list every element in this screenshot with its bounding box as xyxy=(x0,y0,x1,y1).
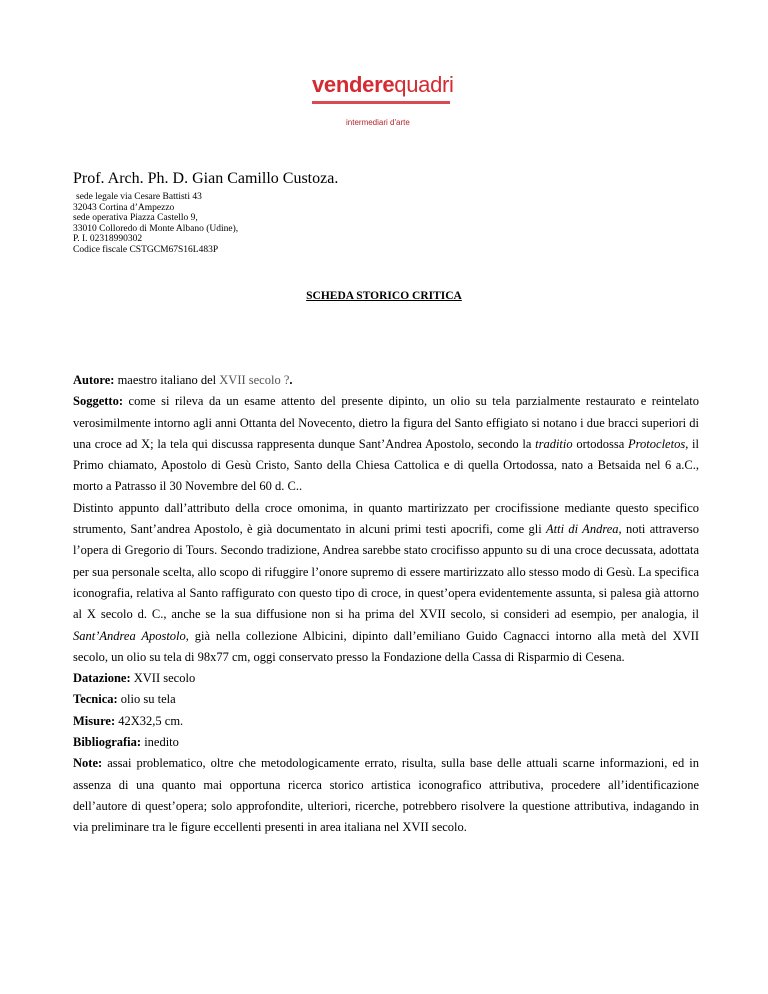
soggetto-p2-text-3: , già nella collezione Albicini, dipinto dall’emiliano Guido Cagnacci intorno alla metà del XVII secolo, un olio su tela di 98x77 cm, oggi conservato presso la Fondazione della Cassa di Risparmio di Cesena. xyxy=(73,628,699,664)
soggetto-atti-di-andrea: Atti di Andrea xyxy=(546,522,619,537)
tecnica-field xyxy=(73,689,699,710)
address-line: 32043 Cortina d’Ampezzo xyxy=(73,202,175,213)
soggetto-text-3: , il Primo chiamato, Apostolo di Gesù Cristo, Santo della Chiesa Cattolica e di quella Ortodossa, nato a Betsaida nel 6 a.C., morto a Patrasso il 30 Novembre del 60 d. C.. xyxy=(73,436,699,494)
logo-wordmark xyxy=(312,72,462,98)
address-line: sede legale via Cesare Battisti 43 xyxy=(76,192,202,202)
soggetto-santandrea-apostolo: Sant’Andrea Apostolo xyxy=(73,628,186,643)
soggetto-p2-text-2: , noti attraverso l’opera di Gregorio di Tours. Secondo tradizione, Andrea sarebbe stato crocifisso appunto su di una croce decussata, adottata per sua personale scelta, allo scopo di rifuggire l’onore supremo di essere martirizzato allo stesso modo di Gesù. La specifica iconografia, relativa al Santo raffigurato con questo tipo di croce, in quest’opera evidentemente assunta, si palesa già attorno al X secolo d. C., anche se la sua diffusione non si ha prima del XVII secolo, si consideri ad esempio, per analogia, il xyxy=(73,522,699,622)
soggetto-paragraph xyxy=(73,391,699,497)
note-value: assai problematico, oltre che metodologicamente errato, risulta, sulla base delle attuali scarne informazioni, ed in assenza di una quanto mai opportuna ricerca storico artistica iconografico attributiva, procedere all’identificazione dell’autore di quest’opera; solo approfondite, ulteriori, ricerche, potrebbero risolvere la questione attributiva, indagando in via preliminare tra le figure eccellenti presenti in area italiana nel XVII secolo. xyxy=(73,756,699,835)
soggetto-protocletos: Protocletos xyxy=(628,436,686,451)
address-line: P. I. 02318990302 xyxy=(73,234,143,245)
bibliografia-field xyxy=(73,732,699,753)
logo-tagline: intermediari d'arte xyxy=(346,118,410,127)
misure-label: Misure: xyxy=(73,713,116,728)
document-title: SCHEDA STORICO CRITICA xyxy=(306,290,462,302)
bibliografia-value: inedito xyxy=(141,735,179,750)
tecnica-value: olio su tela xyxy=(117,692,176,707)
address-line: Codice fiscale CSTGCM67S16L483P xyxy=(73,244,219,255)
autore-label: Autore: xyxy=(73,373,115,387)
autore-text: maestro italiano del xyxy=(114,373,220,387)
misure-value: 42X32,5 cm. xyxy=(115,713,184,728)
autore-century: XVII secolo ? xyxy=(219,373,290,387)
misure-field xyxy=(73,711,699,732)
datazione-field xyxy=(73,668,699,689)
soggetto-label: Soggetto: xyxy=(73,394,123,409)
soggetto-traditio: traditio xyxy=(535,436,573,451)
address-line: 33010 Colloredo di Monte Albano (Udine), xyxy=(73,223,239,234)
soggetto-paragraph-2 xyxy=(73,498,699,668)
soggetto-p2-text-1: Distinto appunto dall’attributo della croce omonima, in quanto martirizzato per crocifissione mediante questo specifico strumento, Sant’andrea Apostolo, è già documentato in alcuni primi testi apocrifi, come gli xyxy=(73,500,699,537)
letterhead xyxy=(73,169,693,256)
soggetto-text-2: ortodossa xyxy=(572,436,629,451)
autore-period: . xyxy=(289,373,293,387)
autore-field xyxy=(73,370,699,391)
logo-underline xyxy=(312,101,450,104)
datazione-label: Datazione: xyxy=(73,671,131,686)
address-block xyxy=(73,192,693,256)
bibliografia-label: Bibliografia: xyxy=(73,735,142,750)
note-label: Note: xyxy=(73,756,103,771)
note-field xyxy=(73,753,699,838)
tecnica-label: Tecnica: xyxy=(73,692,118,707)
datazione-value: XVII secolo xyxy=(130,671,196,686)
address-line: sede operativa Piazza Castello 9, xyxy=(73,213,198,224)
vendere-quadri-logo xyxy=(312,72,462,136)
logo-word-bold: vendere xyxy=(312,72,395,97)
document-body xyxy=(73,370,699,839)
author-name: Prof. Arch. Ph. D. Gian Camillo Custoza. xyxy=(73,170,339,187)
logo-word-light: quadri xyxy=(394,72,454,97)
soggetto-text-1: come si rileva da un esame attento del presente dipinto, un olio su tela parzialmente restaurato e reintelato verosimilmente intorno agli anni Ottanta del Novecento, dietro la figura del Santo effigiato si notano i due bracci superiori di una croce ad X; la tela qui discussa rappresenta dunque Sant’Andrea Apostolo, secondo la xyxy=(73,394,699,451)
